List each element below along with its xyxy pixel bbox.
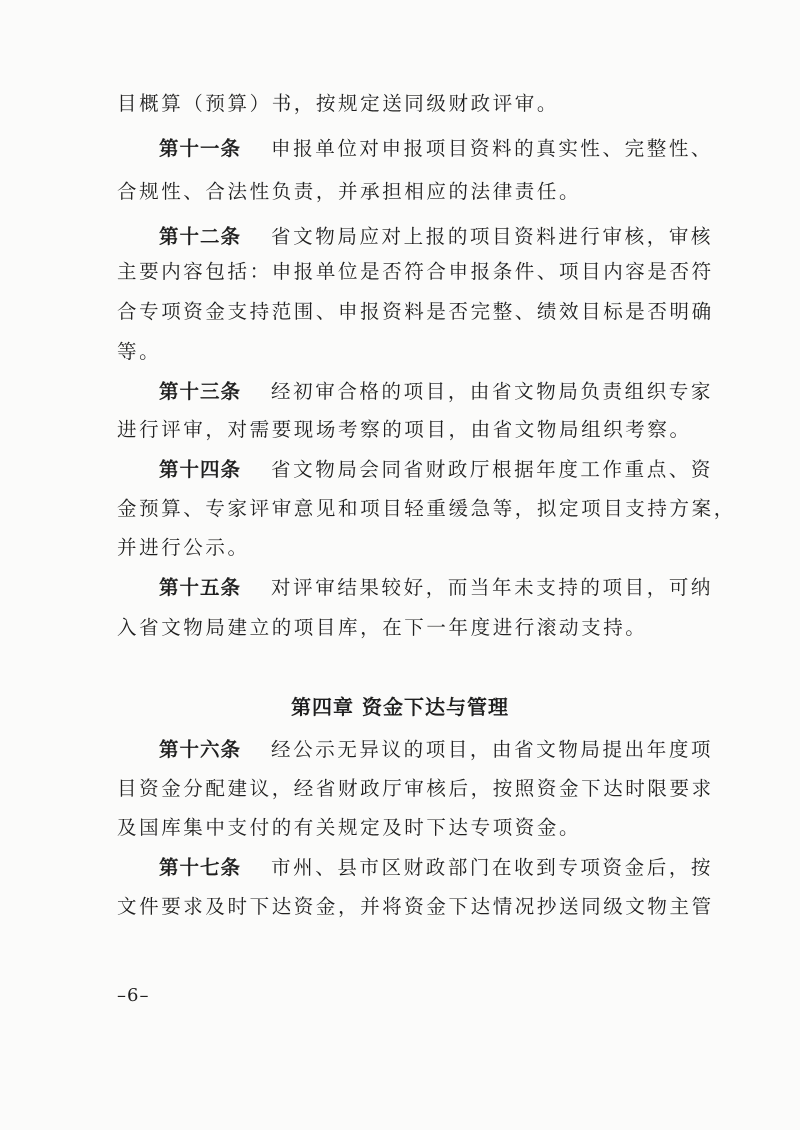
article-17-text: 市州、县市区财政部门在收到专项资金后，按 bbox=[271, 856, 714, 879]
paragraph-line: 目概算（预算）书，按规定送同级财政评审。 bbox=[117, 92, 560, 115]
article-12-text: 省文物局应对上报的项目资料进行审核，审核 bbox=[271, 225, 714, 248]
chapter-heading: 第四章 资金下达与管理 bbox=[291, 695, 509, 719]
article-13-line-2: 进行评审，对需要现场考察的项目，由省文物局组织考察。 bbox=[117, 418, 692, 441]
article-14-text: 省文物局会同省财政厅根据年度工作重点、资 bbox=[271, 458, 714, 481]
article-11-line-1 bbox=[159, 137, 713, 161]
article-14-line-1 bbox=[159, 458, 713, 482]
article-17-label: 第十七条 bbox=[159, 856, 242, 879]
article-14-label: 第十四条 bbox=[159, 458, 242, 481]
article-16-line-2: 目资金分配建议，经省财政厅审核后，按照资金下达时限要求 bbox=[117, 777, 714, 800]
article-16-text: 经公示无异议的项目，由省文物局提出年度项 bbox=[271, 738, 714, 761]
article-12-label: 第十二条 bbox=[159, 225, 242, 248]
article-13-text: 经初审合格的项目，由省文物局负责组织专家 bbox=[271, 380, 714, 403]
article-11-text: 申报单位对申报项目资料的真实性、完整性、 bbox=[271, 137, 714, 160]
article-16-label: 第十六条 bbox=[159, 738, 242, 761]
article-14-line-2: 金预算、专家评审意见和项目轻重缓急等，拟定项目支持方案， bbox=[117, 497, 736, 520]
article-11-label: 第十一条 bbox=[159, 137, 242, 160]
article-16-line-3: 及国库集中支付的有关规定及时下达专项资金。 bbox=[117, 816, 582, 839]
article-17-line-1 bbox=[159, 856, 713, 880]
article-15-label: 第十五条 bbox=[159, 576, 242, 599]
article-13-label: 第十三条 bbox=[159, 380, 242, 403]
article-12-line-4: 等。 bbox=[117, 340, 162, 363]
article-11-line-2: 合规性、合法性负责，并承担相应的法律责任。 bbox=[117, 180, 582, 203]
article-14-line-3: 并进行公示。 bbox=[117, 536, 250, 559]
article-17-line-2: 文件要求及时下达资金，并将资金下达情况抄送同级文物主管 bbox=[117, 895, 714, 918]
article-15-line-2: 入省文物局建立的项目库，在下一年度进行滚动支持。 bbox=[117, 616, 648, 639]
article-15-text: 对评审结果较好，而当年未支持的项目，可纳 bbox=[271, 576, 714, 599]
article-12-line-2: 主要内容包括：申报单位是否符合申报条件、项目内容是否符 bbox=[117, 260, 714, 283]
article-16-line-1 bbox=[159, 738, 713, 762]
article-12-line-3: 合专项资金支持范围、申报资料是否完整、绩效目标是否明确 bbox=[117, 300, 714, 323]
article-12-line-1 bbox=[159, 225, 713, 249]
article-15-line-1 bbox=[159, 576, 713, 600]
page-number: –6– bbox=[117, 985, 150, 1006]
article-13-line-1 bbox=[159, 380, 713, 404]
